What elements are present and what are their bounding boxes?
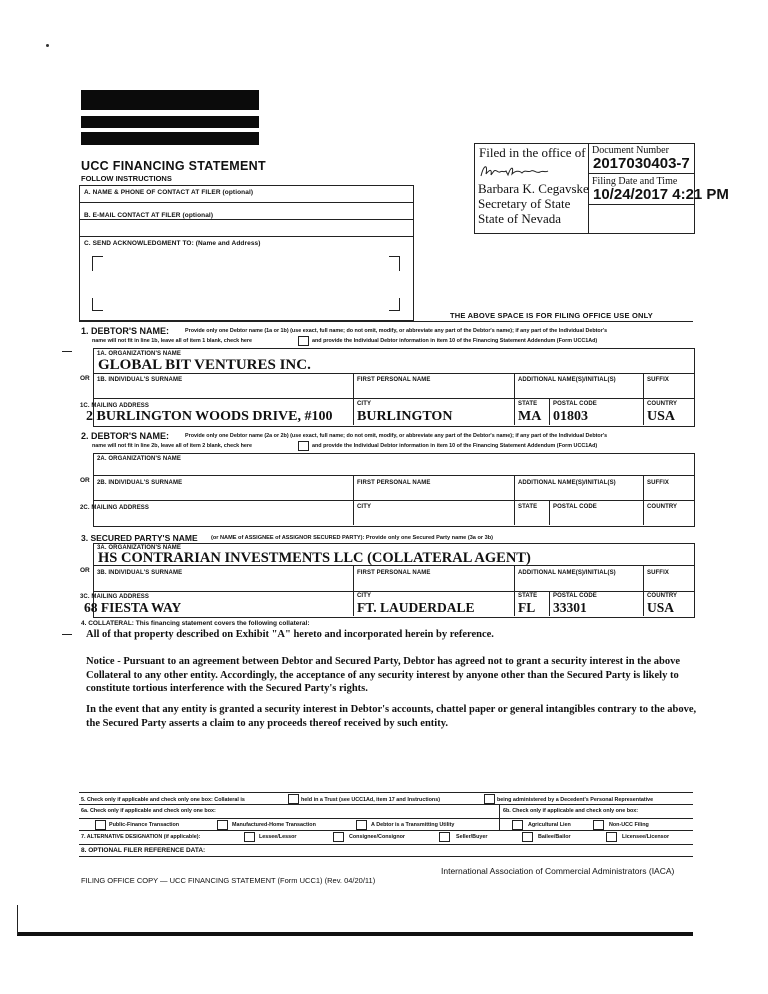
item7-label: 7. ALTERNATIVE DESIGNATION (if applicable): <box>81 834 201 840</box>
postal-label: POSTAL CODE <box>553 401 597 407</box>
lessee-lessor-checkbox[interactable] <box>244 832 255 842</box>
first-name-label: FIRST PERSONAL NAME <box>357 377 431 383</box>
debtor-country: USA <box>647 409 676 424</box>
debtor-postal: 01803 <box>553 409 588 424</box>
state-label: STATE <box>518 504 538 510</box>
suffix-label: SUFFIX <box>647 377 669 383</box>
suffix-label: SUFFIX <box>647 570 669 576</box>
collateral-paragraph-2: Notice - Pursuant to an agreement between Debtor and Secured Party, Debtor has agreed not to grant a security interest in the above Collateral to any other entity. Accordingly, the acceptance of any security interest by anyone other than the Secured Party is likely to constitute tortious interference with the Secured Party's rights. <box>86 656 681 694</box>
section3-heading: 3. SECURED PARTY'S NAME <box>81 533 198 543</box>
collateral-paragraph-3: In the event that any entity is granted a security interest in Debtor's accounts, chattel paper or general intangibles contrary to the above, the Secured Party asserts a claim to any proceeds thereof received by such entity. <box>86 704 697 729</box>
doc-number: 2017030403-7 <box>593 155 690 172</box>
city-label: CITY <box>357 504 372 510</box>
org-name-label: 2A. ORGANIZATION'S NAME <box>97 456 181 462</box>
secured-party-state: FL <box>518 600 536 615</box>
city-label: CITY <box>357 401 372 407</box>
section1-heading: 1. DEBTOR'S NAME: <box>81 326 169 336</box>
postal-label: POSTAL CODE <box>553 593 597 599</box>
address-corner <box>389 256 400 271</box>
licensee-licensor-label: Licensee/Licensor <box>622 834 670 840</box>
or-label: OR <box>80 567 90 574</box>
agricultural-lien-label: Agricultural Lien <box>528 822 571 828</box>
debtor-state: MA <box>518 409 542 424</box>
field-a-label: A. NAME & PHONE OF CONTACT AT FILER (optional) <box>84 189 254 196</box>
section1-instruction: Provide only one Debtor name (1a or 1b) (use exact, full name; do not omit, modify, or abbreviate any part of the Debtor's name); if any part of the Individual Debtor's <box>185 328 608 334</box>
postal-label: POSTAL CODE <box>553 504 597 510</box>
section1-checkbox[interactable] <box>298 336 309 346</box>
section2-checkbox[interactable] <box>298 441 309 451</box>
secured-party-address: 68 FIESTA WAY <box>84 600 182 615</box>
redaction-bar <box>81 116 259 128</box>
item6b-label: 6b. Check only if applicable and check only one box: <box>503 808 639 814</box>
secured-party-postal: 33301 <box>553 600 587 615</box>
state-label: STATE <box>518 593 538 599</box>
officer-name: Barbara K. Cegavske <box>478 181 589 196</box>
transmitting-utility-label: A Debtor is a Transmitting Utility <box>371 822 455 828</box>
mailing-address-label: 1C. MAILING ADDRESS <box>80 403 150 409</box>
or-label: OR <box>80 375 90 382</box>
transmitting-utility-checkbox[interactable] <box>356 820 367 830</box>
contact-box <box>79 185 414 321</box>
surname-label: 3B. INDIVIDUAL'S SURNAME <box>97 570 183 576</box>
dash-mark <box>62 351 72 352</box>
org-name-label: 1A. ORGANIZATION'S NAME <box>97 351 181 357</box>
scan-edge <box>17 932 693 936</box>
non-ucc-filing-label: Non-UCC Filing <box>609 822 649 828</box>
seller-buyer-label: Seller/Buyer <box>456 834 488 840</box>
dash-mark <box>62 634 72 635</box>
public-finance-label: Public-Finance Transaction <box>109 822 180 828</box>
country-label: COUNTRY <box>647 504 678 510</box>
address-corner <box>389 298 400 311</box>
section2-instruction: name will not fit in line 2b, leave all of item 2 blank, check here <box>92 443 252 449</box>
item5-label: 5. Check only if applicable and check only one box: Collateral is <box>81 797 245 803</box>
item5-decedent-checkbox[interactable] <box>484 794 495 804</box>
consignee-consignor-checkbox[interactable] <box>333 832 344 842</box>
seller-buyer-checkbox[interactable] <box>439 832 450 842</box>
section2-table <box>93 453 695 527</box>
filed-in-office: Filed in the office of <box>479 145 586 160</box>
doc-number-label: Document Number <box>592 145 669 156</box>
field-b-label: B. E-MAIL CONTACT AT FILER (optional) <box>84 212 214 219</box>
mailing-address-label: 2C. MAILING ADDRESS <box>80 505 150 511</box>
state-name: State of Nevada <box>478 211 562 226</box>
country-label: COUNTRY <box>647 401 678 407</box>
manufactured-home-label: Manufactured-Home Transaction <box>232 822 316 828</box>
filing-date-label: Filing Date and Time <box>592 176 678 187</box>
form-title: UCC FINANCING STATEMENT <box>81 159 266 173</box>
redaction-bar <box>81 90 259 110</box>
section2-heading: 2. DEBTOR'S NAME: <box>81 431 169 441</box>
scan-speck <box>46 44 49 47</box>
item5-trust-label: held in a Trust (see UCC1Ad, item 17 and Instructions) <box>301 797 440 803</box>
manufactured-home-checkbox[interactable] <box>217 820 228 830</box>
section1-instruction: name will not fit in line 1b, leave all of item 1 blank, check here <box>92 338 252 344</box>
lessee-lessor-label: Lessee/Lessor <box>259 834 297 840</box>
additional-name-label: ADDITIONAL NAME(S)/INITIAL(S) <box>518 570 616 576</box>
secured-party-country: USA <box>647 600 675 615</box>
filing-office-space: THE ABOVE SPACE IS FOR FILING OFFICE USE ONLY <box>450 311 653 320</box>
field-c-label: C. SEND ACKNOWLEDGMENT TO: (Name and Address) <box>84 240 261 247</box>
agricultural-lien-checkbox[interactable] <box>512 820 523 830</box>
item8-label: 8. OPTIONAL FILER REFERENCE DATA: <box>81 847 206 854</box>
follow-instructions: FOLLOW INSTRUCTIONS <box>81 174 172 183</box>
debtor-address: 2 BURLINGTON WOODS DRIVE, #100 <box>86 409 333 424</box>
public-finance-checkbox[interactable] <box>95 820 106 830</box>
city-label: CITY <box>357 593 372 599</box>
collateral-paragraph-1: All of that property described on Exhibit "A" hereto and incorporated herein by reference. <box>86 629 494 640</box>
debtor-org-name: GLOBAL BIT VENTURES INC. <box>98 357 311 373</box>
item6a-label: 6a. Check only if applicable and check only one box: <box>81 808 216 814</box>
item5-trust-checkbox[interactable] <box>288 794 299 804</box>
section1-instruction: and provide the Individual Debtor information in item 10 of the Financing Statement Addendum (Form UCC1Ad) <box>312 338 598 344</box>
surname-label: 1B. INDIVIDUAL'S SURNAME <box>97 377 183 383</box>
address-corner <box>92 298 103 311</box>
country-label: COUNTRY <box>647 593 678 599</box>
consignee-consignor-label: Consignee/Consignor <box>349 834 406 840</box>
first-name-label: FIRST PERSONAL NAME <box>357 480 431 486</box>
debtor-city: BURLINGTON <box>357 409 453 424</box>
org-name-label: 3A. ORGANIZATION'S NAME <box>97 545 181 551</box>
non-ucc-filing-checkbox[interactable] <box>593 820 604 830</box>
item5-decedent-label: being administered by a Decedent's Personal Representative <box>497 797 654 803</box>
additional-name-label: ADDITIONAL NAME(S)/INITIAL(S) <box>518 377 616 383</box>
suffix-label: SUFFIX <box>647 480 669 486</box>
or-label: OR <box>80 477 90 484</box>
secured-party-name: HS CONTRARIAN INVESTMENTS LLC (COLLATERAL AGENT) <box>98 550 531 566</box>
section4-heading: 4. COLLATERAL: This financing statement covers the following collateral: <box>81 620 310 627</box>
bailee-bailor-checkbox[interactable] <box>522 832 533 842</box>
state-label: STATE <box>518 401 538 407</box>
mailing-address-label: 3C. MAILING ADDRESS <box>80 594 150 600</box>
secured-party-city: FT. LAUDERDALE <box>357 600 475 615</box>
first-name-label: FIRST PERSONAL NAME <box>357 570 431 576</box>
scan-edge <box>17 905 18 935</box>
address-corner <box>92 256 103 271</box>
section3-heading-detail: (or NAME of ASSIGNEE of ASSIGNOR SECURED PARTY): Provide only one Secured Party name (3a or 3b) <box>211 535 494 541</box>
surname-label: 2B. INDIVIDUAL'S SURNAME <box>97 480 183 486</box>
additional-name-label: ADDITIONAL NAME(S)/INITIAL(S) <box>518 480 616 486</box>
footer-iaca: International Association of Commercial Administrators (IACA) <box>441 866 675 876</box>
redaction-bar <box>81 132 259 145</box>
officer-title: Secretary of State <box>478 196 571 211</box>
section2-instruction: and provide the Individual Debtor information in item 10 of the Financing Statement Addendum (Form UCC1Ad) <box>312 443 598 449</box>
bailee-bailor-label: Bailee/Bailor <box>538 834 571 840</box>
footer-form-id: FILING OFFICE COPY — UCC FINANCING STATEMENT (Form UCC1) (Rev. 04/20/11) <box>81 876 376 885</box>
section2-instruction: Provide only one Debtor name (2a or 2b) (use exact, full name; do not omit, modify, or abbreviate any part of the Debtor's name); if any part of the Individual Debtor's <box>185 433 608 439</box>
licensee-licensor-checkbox[interactable] <box>606 832 617 842</box>
filing-datetime: 10/24/2017 4:21 PM <box>593 186 729 203</box>
signature <box>478 160 550 182</box>
